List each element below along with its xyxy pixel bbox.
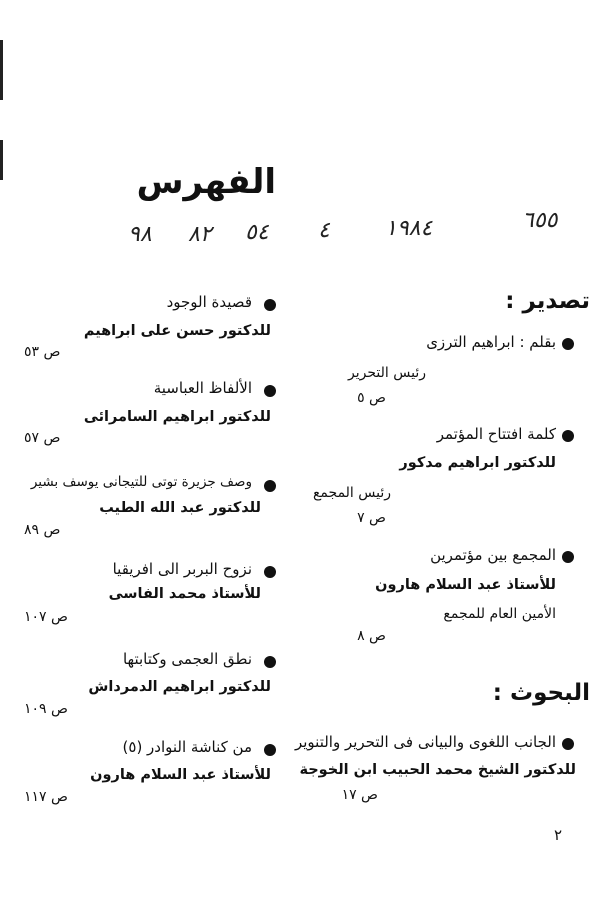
toc-item-title: كلمة افتتاح المؤتمر [436, 425, 556, 443]
handwritten-number: ٨٢ [188, 222, 212, 247]
handwritten-number: ٥٤ [245, 220, 269, 245]
section-heading-research: البحوث : [492, 680, 590, 706]
toc-item-title: الجانب اللغوى والبيانى فى التحرير والتنوير [294, 733, 556, 751]
toc-item-page: ص ٨٩ [24, 522, 61, 538]
toc-item-title: وصف جزيرة توتى للتيجانى يوسف بشير [30, 474, 252, 490]
toc-item-author: للأستاذ عبد السلام هارون [90, 767, 271, 783]
toc-item-page: ص ١١٧ [24, 789, 68, 805]
toc-item-role: الأمين العام للمجمع [443, 606, 556, 622]
toc-item-role: رئيس المجمع [312, 485, 391, 501]
toc-item-page: ص ٨ [357, 628, 386, 644]
toc-item-title: نزوح البربر الى افريقيا [112, 560, 252, 578]
handwritten-number: ١٩٨٤ [385, 216, 433, 241]
page-number: ٢ [554, 826, 563, 844]
page-title: الفهرس [136, 162, 276, 202]
scan-edge-mark [0, 140, 3, 180]
section-heading-intro: تصدير : [505, 288, 590, 314]
toc-item-author: للدكتور عبد الله الطيب [99, 500, 261, 516]
bullet-icon [562, 430, 574, 442]
toc-item-page: ص ٥٧ [24, 430, 61, 446]
toc-item-author: للأستاذ عبد السلام هارون [375, 577, 556, 593]
toc-item-page: ص ٥٣ [24, 344, 61, 360]
toc-item-title: بقلم : ابراهيم الترزى [426, 333, 556, 351]
toc-item-page: ص ١٠٩ [24, 701, 68, 717]
toc-item-title: من كناشة النوادر (٥) [122, 738, 252, 756]
toc-item-author: للدكتور ابراهيم مدكور [399, 455, 556, 471]
toc-item-page: ص ٧ [357, 510, 386, 526]
toc-item-page: ص ٥ [357, 390, 386, 406]
bullet-icon [264, 480, 276, 492]
bullet-icon [264, 385, 276, 397]
toc-item-title: نطق العجمى وكتابتها [122, 650, 252, 668]
toc-item-author: للأستاذ محمد الفاسى [108, 586, 261, 602]
toc-item-page: ص ١٠٧ [24, 609, 68, 625]
toc-item-page: ص ١٧ [341, 787, 378, 803]
handwritten-number: ٩٨ [128, 222, 152, 247]
toc-item-author: للدكتور الشيخ محمد الحبيب ابن الخوجة [299, 762, 576, 778]
toc-item-role: رئيس التحرير [348, 365, 426, 381]
bullet-icon [562, 551, 574, 563]
scan-edge-mark [0, 40, 3, 100]
toc-item-title: قصيدة الوجود [166, 293, 252, 311]
toc-item-author: للدكتور حسن على ابراهيم [83, 323, 271, 339]
handwritten-number: ٦٥٥ [522, 208, 558, 233]
bullet-icon [264, 566, 276, 578]
toc-item-title: الألفاظ العباسية [153, 379, 252, 397]
bullet-icon [562, 338, 574, 350]
handwritten-number: ٤ [318, 218, 330, 243]
toc-item-author: للدكتور ابراهيم السامرائى [83, 409, 271, 425]
bullet-icon [264, 299, 276, 311]
bullet-icon [264, 656, 276, 668]
bullet-icon [562, 738, 574, 750]
toc-item-author: للدكتور ابراهيم الدمرداش [88, 679, 271, 695]
toc-item-title: المجمع بين مؤتمرين [430, 546, 556, 564]
bullet-icon [264, 744, 276, 756]
